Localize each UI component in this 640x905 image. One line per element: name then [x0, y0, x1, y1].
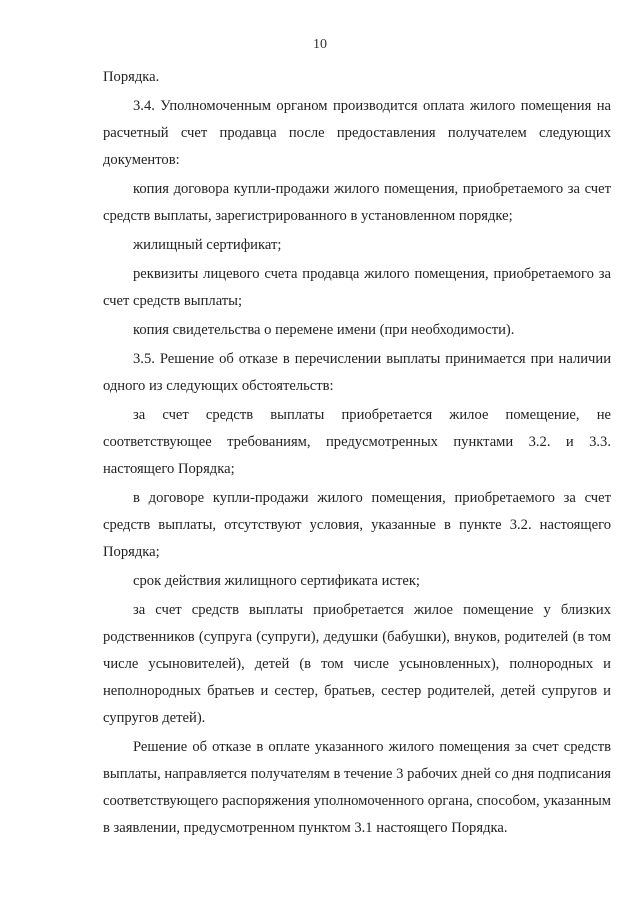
list-item-noncompliant-housing: за счет средств выплаты приобретается жилое помещение, не соответствующее требованиям, предусмотренных пунктами 3.2. и 3.3. настоящего Порядка;: [103, 407, 611, 477]
page-number: 10: [313, 37, 327, 52]
paragraph-3-4: 3.4. Уполномоченным органом производится оплата жилого помещения на расчетный счет продавца после предоставления получателем следующих документов:: [103, 98, 611, 168]
list-item-certificate: жилищный сертификат;: [133, 237, 282, 253]
paragraph-refusal-notice: Решение об отказе в оплате указанного жилого помещения за счет средств выплаты, направляется получателям в течение 3 рабочих дней со дня подписания соответствующего распоряжения уполномоченного органа, способом, указанным в заявлении, предусмотренном пунктом 3.1 настоящего Порядка.: [103, 739, 611, 836]
paragraph-continuation: Порядка.: [103, 69, 160, 85]
list-item-name-change: копия свидетельства о перемене имени (при необходимости).: [133, 322, 515, 338]
list-item-missing-conditions: в договоре купли-продажи жилого помещения, приобретаемого за счет средств выплаты, отсутствуют условия, указанные в пункте 3.2. настоящего Порядка;: [103, 490, 611, 560]
list-item-expired-certificate: срок действия жилищного сертификата истек;: [133, 573, 420, 589]
list-item-close-relatives: за счет средств выплаты приобретается жилое помещение у близких родственников (супруга (супруги), дедушки (бабушки), внуков, родителей (в том числе усыновителей), детей (в том числе усыновленных), полнородных и неполнородных братьев и сестер, братьев, сестер родителей, детей супругов и супругов детей).: [103, 602, 611, 726]
document-body: [103, 64, 611, 842]
paragraph-3-5: 3.5. Решение об отказе в перечислении выплаты принимается при наличии одного из следующих обстоятельств:: [103, 351, 611, 394]
list-item-account-details: реквизиты лицевого счета продавца жилого помещения, приобретаемого за счет средств выплаты;: [103, 266, 611, 309]
list-item-contract-copy: копия договора купли-продажи жилого помещения, приобретаемого за счет средств выплаты, зарегистрированного в установленном порядке;: [103, 181, 611, 224]
